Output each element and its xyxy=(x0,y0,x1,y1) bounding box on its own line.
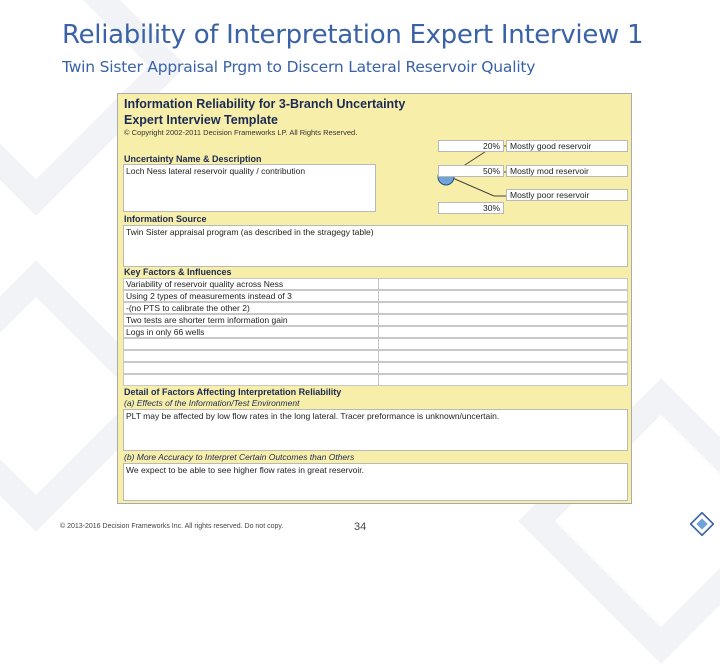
key-factor-row[interactable] xyxy=(123,290,628,302)
footer-copyright: © 2013-2016 Decision Frameworks Inc. All rights reserved. Do not copy. xyxy=(60,523,284,530)
key-factor-row[interactable] xyxy=(123,362,628,374)
uncertainty-label: Uncertainty Name & Description xyxy=(124,154,262,164)
tree-branch-line xyxy=(448,176,494,196)
info-source-field[interactable]: Twin Sister appraisal program (as described in the stragegy table) xyxy=(123,225,628,267)
branch-probability[interactable]: 30% xyxy=(438,202,504,214)
template-copyright: © Copyright 2002-2011 Decision Frameworks LP. All Rights Reserved. xyxy=(124,128,358,137)
template-heading: Information Reliability for 3-Branch Uncertainty xyxy=(124,97,406,111)
key-factor-text xyxy=(124,351,379,361)
detail-a-label: (a) Effects of the Information/Test Environment xyxy=(124,398,300,408)
key-factor-text xyxy=(124,375,379,385)
key-factor-row[interactable] xyxy=(123,338,628,350)
template-subheading: Expert Interview Template xyxy=(124,113,278,127)
detail-b-field[interactable]: We expect to be able to see higher flow rates in great reservoir. xyxy=(123,463,628,501)
key-factor-row[interactable] xyxy=(123,302,628,314)
detail-a-field[interactable]: PLT may be affected by low flow rates in the long lateral. Tracer preformance is unknown/uncertain. xyxy=(123,409,628,451)
key-factor-text xyxy=(124,339,379,349)
detail-label: Detail of Factors Affecting Interpretation Reliability xyxy=(124,387,342,397)
key-factor-row[interactable] xyxy=(123,350,628,362)
decision-frameworks-logo-icon xyxy=(690,512,714,536)
key-factor-text: Variability of reservoir quality across Ness xyxy=(124,279,379,289)
key-factor-text: -(no PTS to calibrate the other 2) xyxy=(124,303,379,313)
branch-outcome[interactable]: Mostly mod reservoir xyxy=(506,165,628,177)
key-factor-text xyxy=(124,363,379,373)
branch-probability[interactable]: 20% xyxy=(438,140,504,152)
slide-title: Reliability of Interpretation Expert Interview 1 xyxy=(62,20,644,50)
detail-b-label: (b) More Accuracy to Interpret Certain Outcomes than Others xyxy=(124,452,355,462)
slide-subtitle: Twin Sister Appraisal Prgm to Discern Lateral Reservoir Quality xyxy=(62,58,536,76)
key-factor-row[interactable] xyxy=(123,278,628,290)
key-factor-row[interactable] xyxy=(123,314,628,326)
page-number: 34 xyxy=(354,521,367,533)
expert-interview-template xyxy=(117,93,632,504)
info-source-label: Information Source xyxy=(124,214,207,224)
key-factor-text: Logs in only 66 wells xyxy=(124,327,379,337)
key-factor-row[interactable] xyxy=(123,374,628,386)
key-factor-text: Using 2 types of measurements instead of 3 xyxy=(124,291,379,301)
branch-probability[interactable]: 50% xyxy=(438,165,504,177)
key-factors-label: Key Factors & Influences xyxy=(124,267,232,277)
branch-outcome[interactable]: Mostly poor reservoir xyxy=(506,189,628,201)
uncertainty-field[interactable]: Loch Ness lateral reservoir quality / contribution xyxy=(123,164,376,212)
branch-outcome[interactable]: Mostly good reservoir xyxy=(506,140,628,152)
key-factor-text: Two tests are shorter term information gain xyxy=(124,315,379,325)
key-factor-row[interactable] xyxy=(123,326,628,338)
